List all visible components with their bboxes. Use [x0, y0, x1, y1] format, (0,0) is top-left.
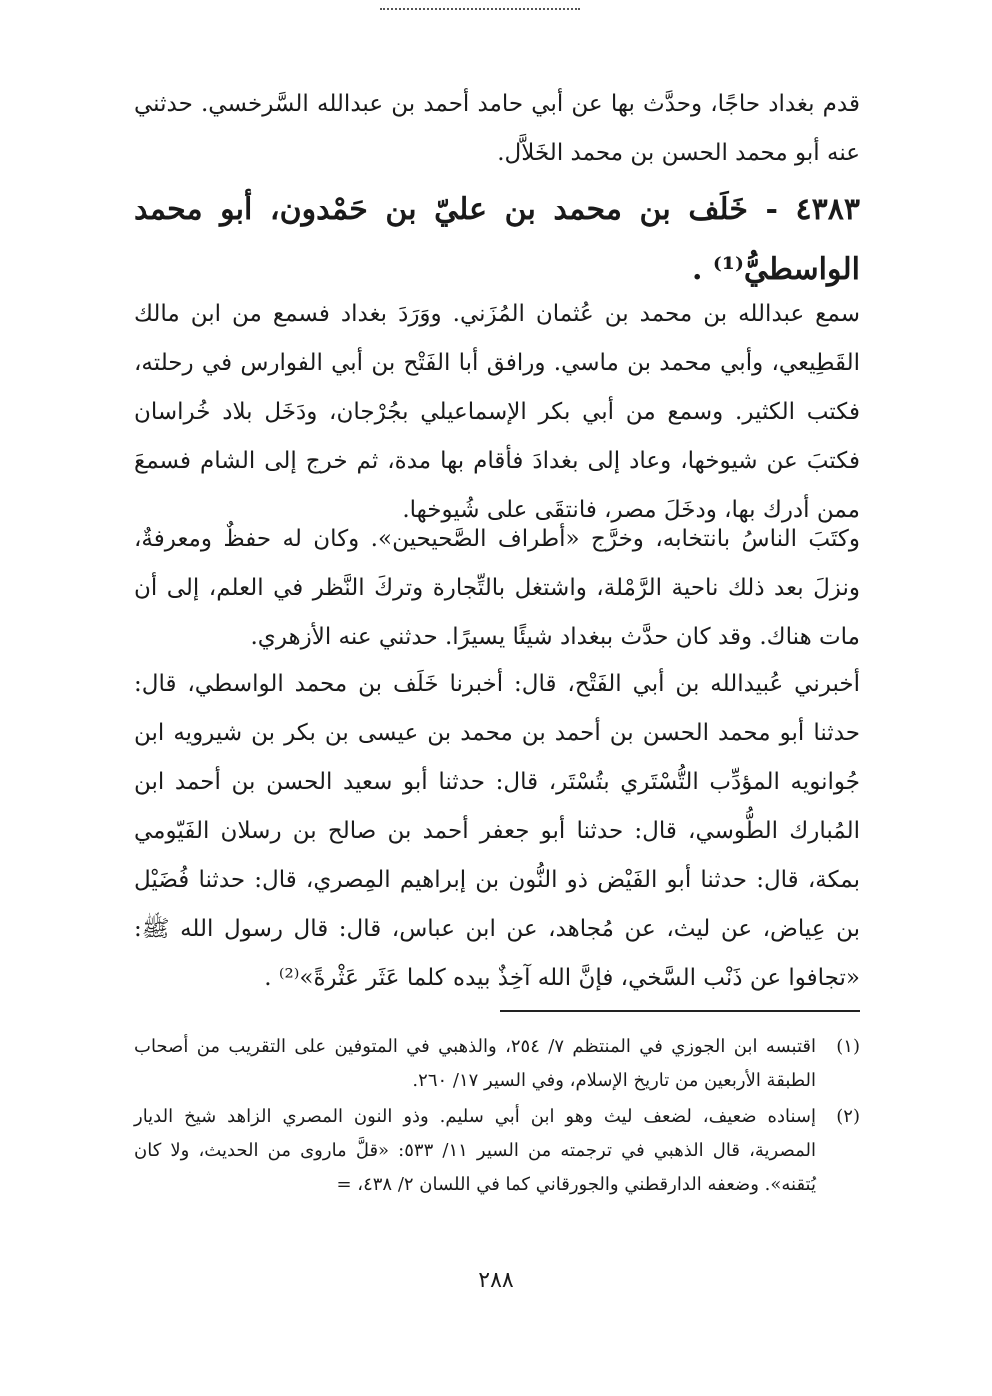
- footnote-item: [134, 1100, 860, 1202]
- paragraph-text: وكتَبَ الناسُ بانتخابه، وخرَّج «أطراف الصَّحيحين». وكان له حفظٌ ومعرفةٌ، ونزلَ بعد ذلك ناحية الرَّمْلة، واشتغل بالتِّجارة وتركَ النَّظر في العلم، إلى أن مات هناك. وقد كان حدَّث ببغداد شيئًا يسيرًا. حدثني عنه الأزهري.: [134, 526, 860, 650]
- body-paragraph-3: [134, 660, 860, 1003]
- footnotes-section: [134, 1030, 860, 1204]
- footnote-number: (٢): [836, 1106, 860, 1127]
- body-paragraph-2: [134, 515, 860, 662]
- page-number: ٢٨٨: [478, 1268, 514, 1293]
- body-paragraph-1: [134, 290, 860, 535]
- entry-heading: ٤٣٨٣ - خَلَف بن محمد بن عليّ بن حَمْدون، أبو محمد الواسطيُّ⁽¹⁾ .: [134, 192, 860, 287]
- header-running-line: [380, 0, 580, 10]
- paragraph-text: سمع عبدالله بن محمد بن عُثمان المُزَني. ووَرَدَ بغداد فسمع من ابن مالك القَطِيعي، وأبي محمد بن ماسي. ورافق أبا الفَتْح بن أبي الفوارس في رحلته، فكتب الكثير. وسمع من أبي بكر الإسماعيلي بجُرْجان، ودَخَل بلاد خُراسان فكتبَ عن شيوخها، وعاد إلى بغدادَ فأقام بها مدة، ثم خرج إلى الشام فسمعَ ممن أدرك بها، ودخَلَ مصر، فانتقَى على شُيوخها.: [134, 301, 860, 523]
- footnote-item: [134, 1030, 860, 1098]
- intro-text: قدم بغداد حاجًا، وحدَّث بها عن أبي حامد أحمد بن عبدالله السَّرخسي. حدثني عنه أبو محمد الحسن بن محمد الخَلاَّل.: [134, 91, 860, 166]
- paragraph-text: أخبرني عُبيدالله بن أبي الفَتْح، قال: أخبرنا خَلَف بن محمد الواسطي، قال: حدثنا أبو محمد الحسن بن أحمد بن محمد بن عيسى بن بكر بن شيرويه ابن جُوانويه المؤدِّب التُّسْتَري بتُسْتَر، قال: حدثنا أبو سعيد الحسن بن أحمد ابن المُبارك الطُّوسي، قال: حدثنا أبو جعفر أحمد بن صالح بن رسلان الفَيّومي بمكة، قال: حدثنا أبو الفَيْض ذو النُّون بن إبراهيم المِصري، قال: حدثنا فُضَيْل بن عِياض، عن ليث، عن مُجاهد، عن ابن عباس، قال: قال رسول الله ﷺ: «تجافوا عن ذَنْب السَّخي، فإنَّ الله آخِذٌ بيده كلما عَثَر عَثْرةً»⁽²⁾ .: [134, 671, 860, 991]
- footnote-text: إسناده ضعيف، لضعف ليث وهو ابن أبي سليم. وذو النون المصري الزاهد شيخ الديار المصرية، قال الذهبي في ترجمته من السير ١١/ ٥٣٣: «قلَّ ماروى من الحديث، ولا كان يُتقنه». وضعفه الدارقطني والجورقاني كما في اللسان ٢/ ٤٣٨، =: [134, 1106, 816, 1195]
- footnote-separator: [500, 1010, 860, 1012]
- intro-paragraph: [134, 80, 860, 178]
- footnote-number: (١): [836, 1036, 860, 1057]
- footnote-text: اقتبسه ابن الجوزي في المنتظم ٧/ ٢٥٤، والذهبي في المتوفين على التقريب من أصحاب الطبقة الأربعين من تاريخ الإسلام، وفي السير ١٧/ ٢٦٠.: [134, 1036, 817, 1091]
